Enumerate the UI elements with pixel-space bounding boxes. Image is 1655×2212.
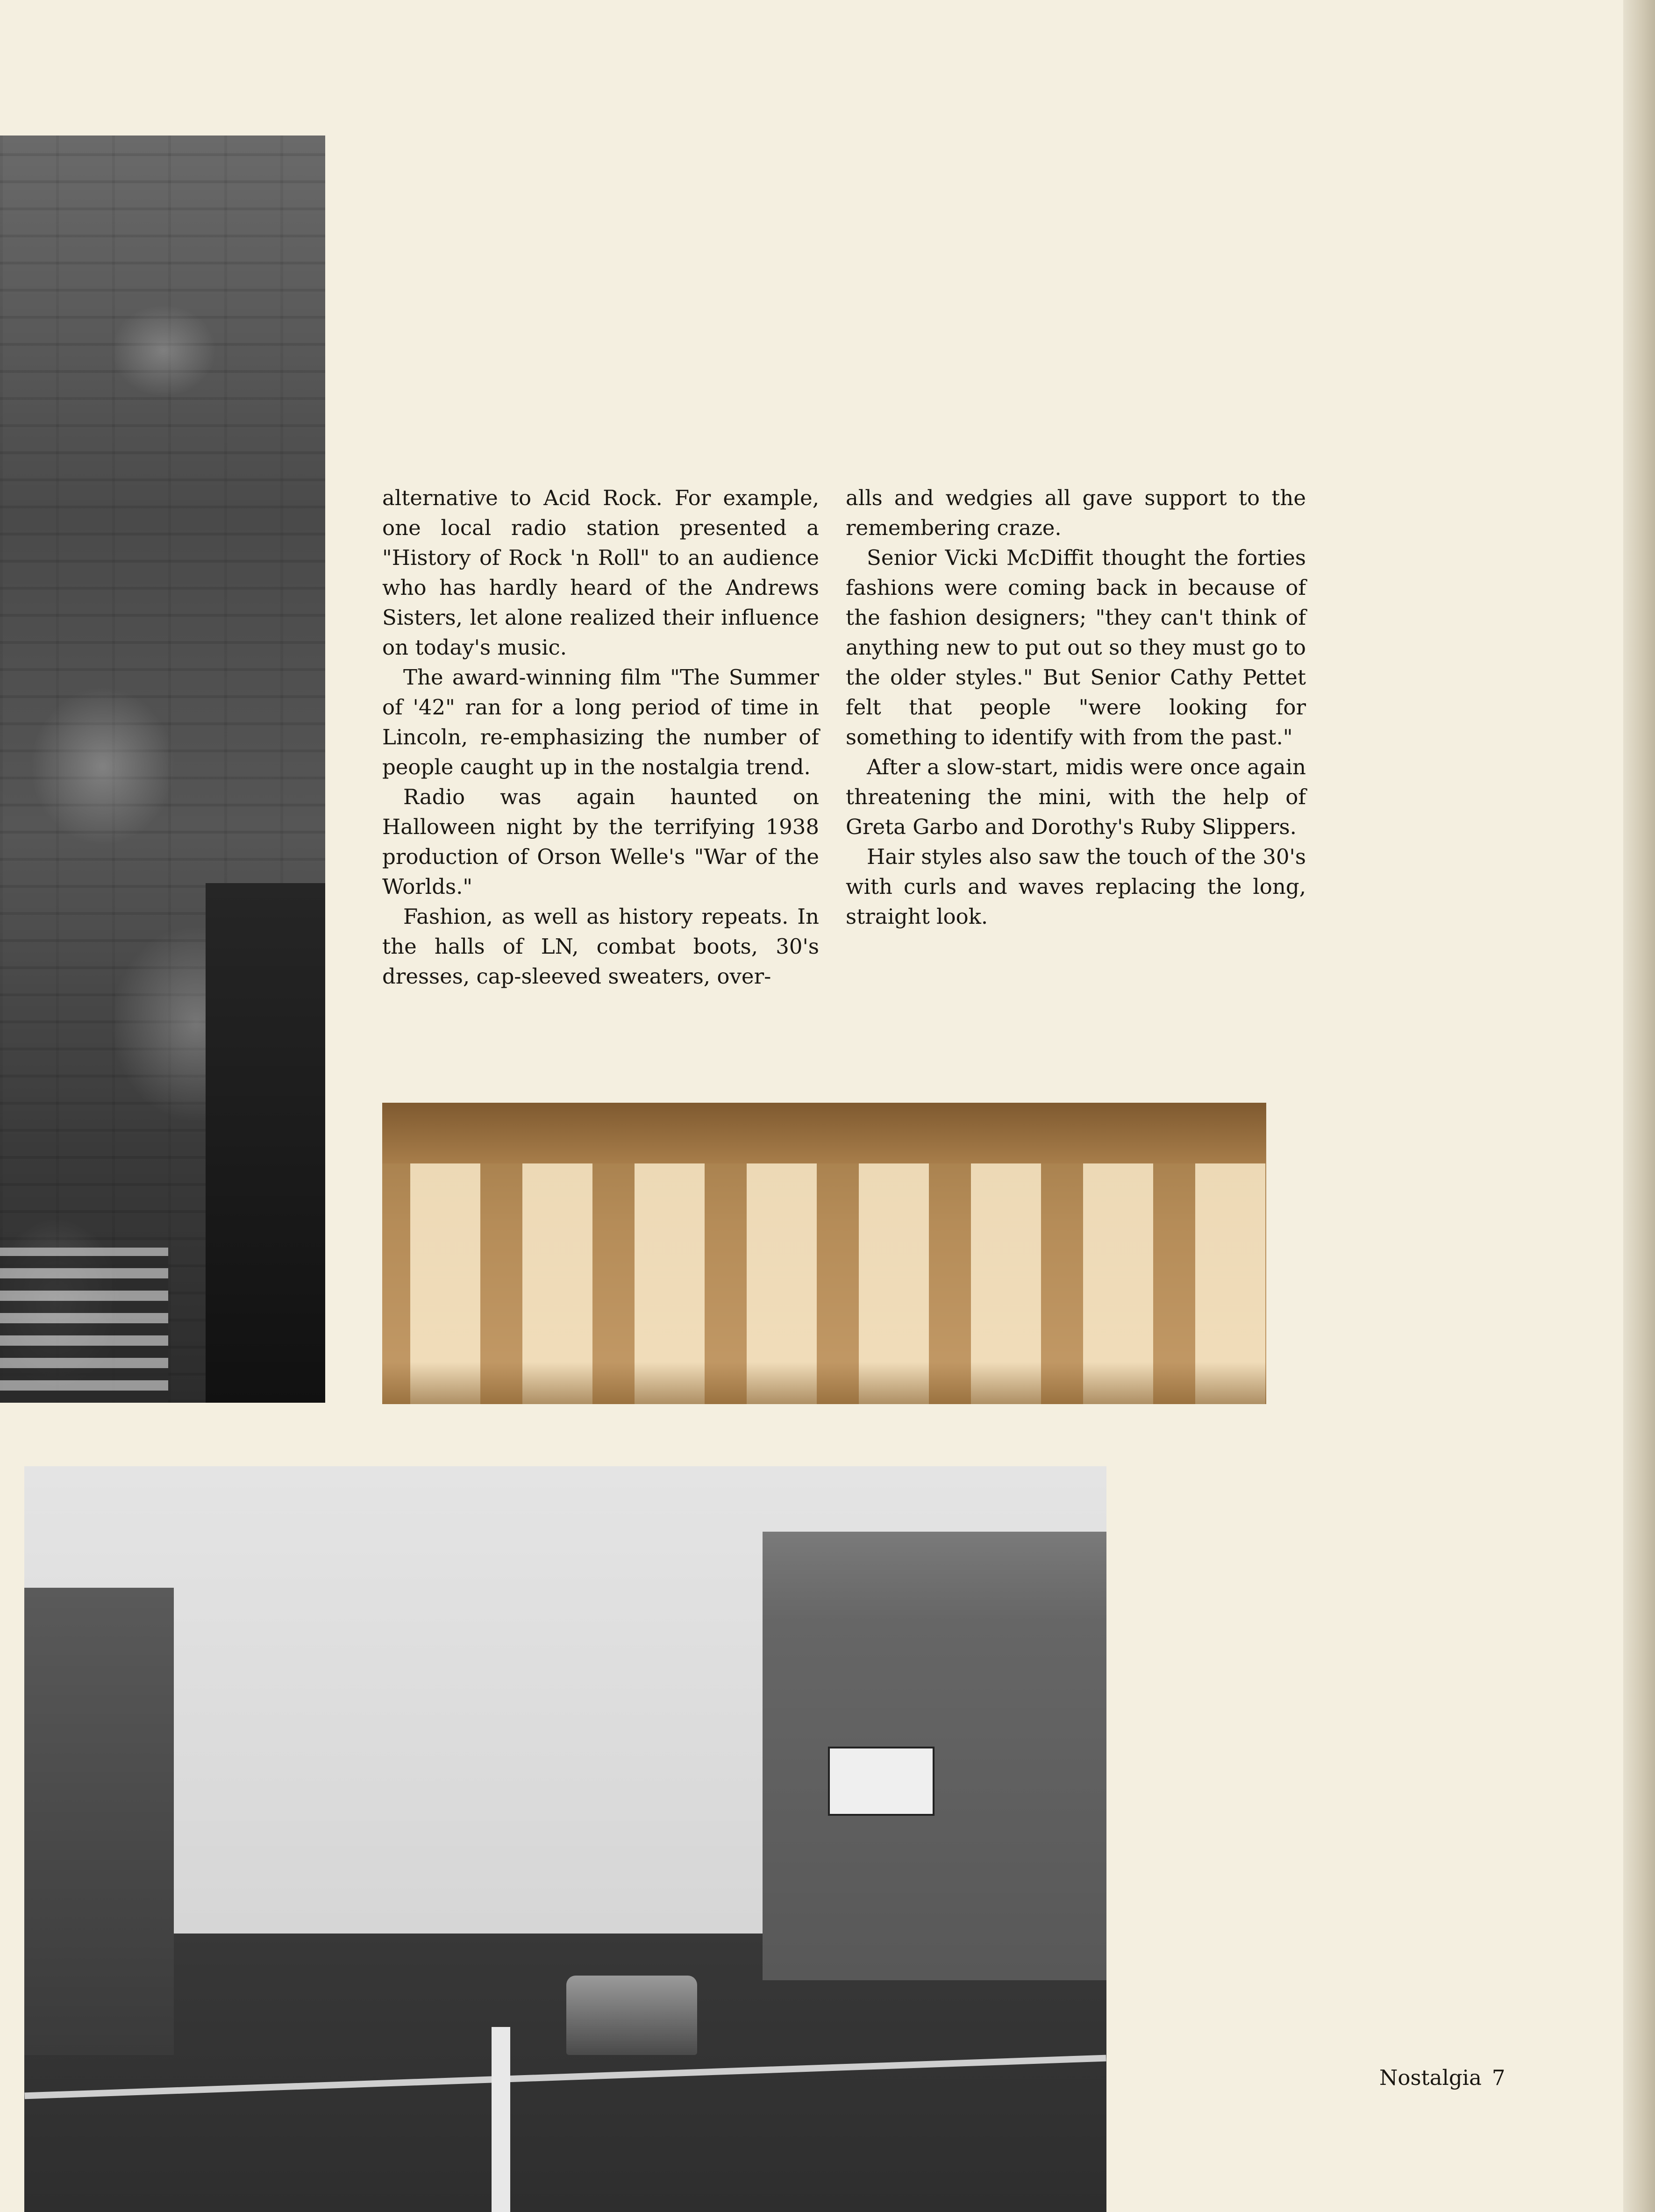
band-photo-shadow — [206, 883, 325, 1403]
paragraph: alls and wedgies all gave support to the remembering craze. — [846, 485, 1306, 540]
section-title: Nostalgia — [1379, 2065, 1482, 2090]
street-building-right — [763, 1532, 1106, 1980]
drum-corps-photo — [382, 1103, 1266, 1404]
street-car — [566, 1976, 697, 2055]
paragraph: Senior Vicki McDiffit thought the forties fashions were coming back in because of the fashion designers; "they can't think of anything new to put out so they must go to the older styles." But Senior Cathy Pettet felt that people "were looking for something to identify with from the past." — [846, 545, 1306, 749]
page-edge — [1623, 0, 1655, 2212]
street-center-line — [492, 2027, 510, 2212]
page-number: 7 — [1491, 2065, 1505, 2090]
article-column-2 — [846, 483, 1306, 932]
paragraph: Radio was again haunted on Halloween night by the terrifying 1938 production of Orson Welle's "War of the Worlds." — [382, 785, 819, 899]
main-street-photo — [24, 1466, 1106, 2212]
article-column-1 — [382, 483, 819, 992]
paragraph: Fashion, as well as history repeats. In the halls of LN, combat boots, 30's dresses, cap-sleeved sweaters, over- — [382, 904, 819, 989]
paragraph: alternative to Acid Rock. For example, one local radio station presented a "History of Rock 'n Roll" to an audience who has hardly heard of the Andrews Sisters, let alone realized their influence on today's music. — [382, 485, 819, 660]
band-photo-striped-shirt — [0, 1248, 168, 1403]
band-crowd-photo — [0, 136, 325, 1403]
paragraph: Hair styles also saw the touch of the 30's with curls and waves replacing the long, straight look. — [846, 844, 1306, 929]
drum-corps-wall — [382, 1103, 1266, 1163]
street-crosswalk — [24, 2055, 1106, 2099]
shoe-box-sign — [828, 1747, 935, 1816]
page-footer — [1379, 2063, 1505, 2093]
paragraph: The award-winning film "The Summer of '42" ran for a long period of time in Lincoln, re-emphasizing the number of people caught up in the nostalgia trend. — [382, 665, 819, 779]
street-building-left — [24, 1588, 174, 2055]
paragraph: After a slow-start, midis were once again threatening the mini, with the help of Greta Garbo and Dorothy's Ruby Slippers. — [846, 755, 1306, 839]
